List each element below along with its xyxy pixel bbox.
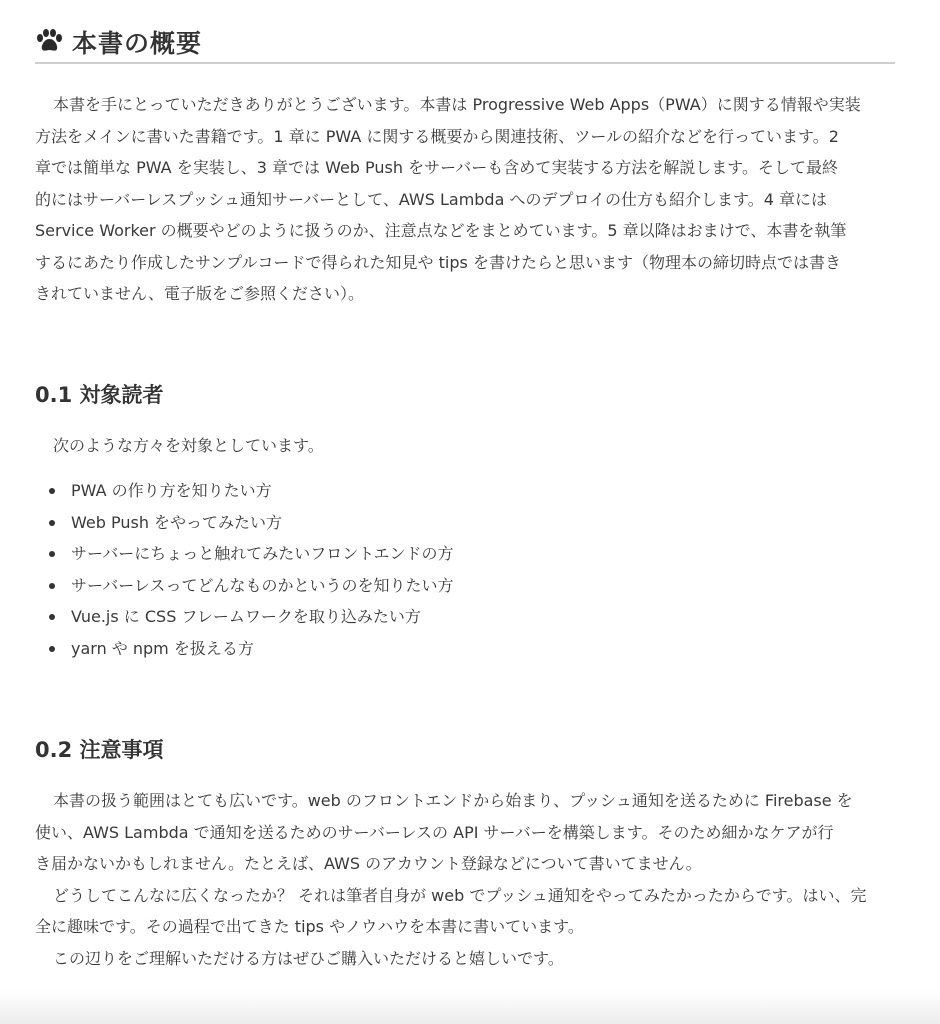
page-bottom-edge (0, 990, 940, 1024)
section-heading-notes: 0.2 注意事項 (35, 738, 164, 762)
notes-paragraph (35, 785, 895, 974)
paragraph-line: どうしてこんなに広くなったか？ それは筆者自身が web でプッシュ通知をやってみたかったからです。はい、完 (53, 885, 867, 905)
list-item: Vue.js に CSS フレームワークを取り込みたい方 (35, 601, 454, 633)
target-readers-intro: 次のような方々を対象としています。 (53, 436, 324, 455)
paragraph-line: き届かないかもしれません。たとえば、AWS のアカウント登録などについて書いてません。 (35, 854, 702, 873)
paragraph-line: 的にはサーバーレスプッシュ通知サーバーとして、AWS Lambda へのデプロイの仕方も紹介します。4 章には (35, 189, 827, 209)
paragraph-line: 本書を手にとっていただきありがとうございます。本書は Progressive Web Apps（PWA）に関する情報や実装 (53, 95, 861, 114)
paragraph-line: 本書の扱う範囲はとても広いです。web のフロントエンドから始まり、プッシュ通知を送るために Firebase を (53, 791, 853, 810)
paragraph-line: きれていません、電子版をご参照ください）。 (35, 284, 364, 303)
paragraph-line: この辺りをご理解いただける方はぜひご購入いただけると嬉しいです。 (53, 948, 564, 968)
overview-paragraph (35, 89, 895, 310)
target-readers-list (35, 475, 454, 664)
paragraph-line: 方法をメインに書いた書籍です。1 章に PWA に関する概要から関連技術、ツールの紹介などを行っています。2 (35, 126, 839, 146)
paragraph-line: Service Worker の概要やどのように扱うのか、注意点などをまとめています。5 章以降はおまけで、本書を執筆 (35, 221, 847, 240)
list-item: PWA の作り方を知りたい方 (35, 475, 454, 507)
list-item: サーバーレスってどんなものかというのを知りたい方 (35, 570, 454, 602)
list-item: サーバーにちょっと触れてみたいフロントエンドの方 (35, 538, 454, 570)
paragraph-line: 全に趣味です。その過程で出てきた tips やノウハウを本書に書いています。 (35, 917, 584, 936)
list-item: Web Push をやってみたい方 (35, 507, 454, 539)
chapter-title-text: 本書の概要 (72, 29, 203, 58)
paragraph-line: するにあたり作成したサンプルコードで得られた知見や tips を書けたらと思います（物理本の締切時点では書き (35, 252, 841, 272)
chapter-title (35, 22, 895, 64)
paragraph-line: 章では簡単な PWA を実装し、3 章では Web Push をサーバーも含めて実装する方法を解説します。そして最終 (35, 158, 839, 177)
list-item: yarn や npm を扱える方 (35, 633, 454, 665)
paw-icon (35, 28, 63, 54)
section-heading-target-readers: 0.1 対象読者 (35, 383, 164, 407)
paragraph-line: 使い、AWS Lambda で通知を送るためのサーバーレスの API サーバーを構築します。そのため細かなケアが行 (35, 822, 834, 842)
